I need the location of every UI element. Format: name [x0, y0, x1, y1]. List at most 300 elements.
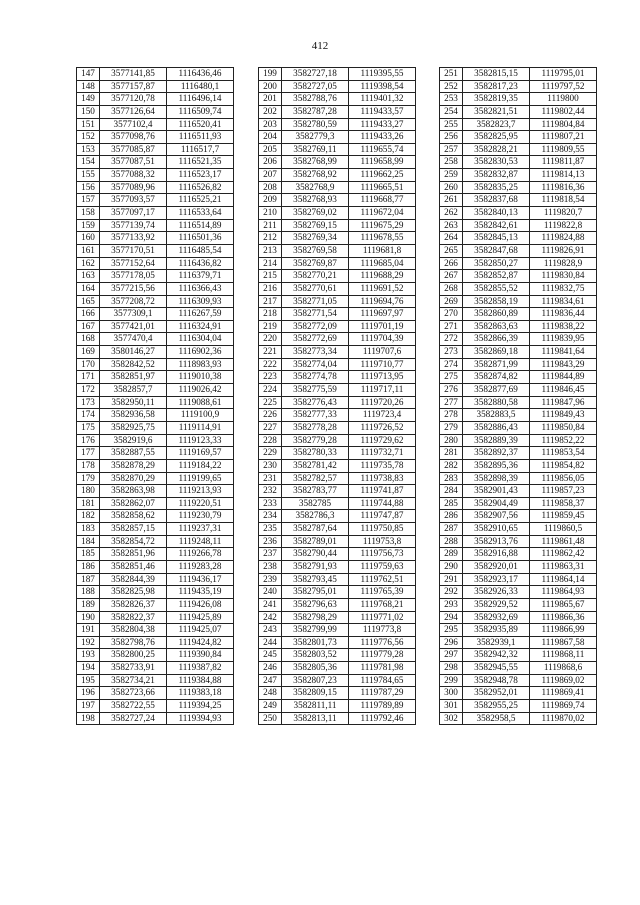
x-coordinate-cell: 3582830,53 — [463, 156, 530, 169]
x-coordinate-cell: 3582835,25 — [463, 181, 530, 194]
table-row — [440, 434, 597, 447]
x-coordinate-cell: 3582803,52 — [282, 649, 349, 662]
table-row — [259, 523, 416, 536]
table-row — [77, 573, 234, 586]
point-number-cell: 174 — [77, 409, 100, 422]
table-row — [77, 611, 234, 624]
point-number-cell: 163 — [77, 270, 100, 283]
x-coordinate-cell: 3582916,88 — [463, 548, 530, 561]
y-coordinate-cell: 1119864,93 — [530, 586, 597, 599]
y-coordinate-cell: 1119864,14 — [530, 573, 597, 586]
y-coordinate-cell: 1119822,8 — [530, 219, 597, 232]
table-row — [259, 68, 416, 81]
y-coordinate-cell: 1119230,79 — [167, 510, 234, 523]
point-number-cell: 254 — [440, 105, 463, 118]
point-number-cell: 259 — [440, 169, 463, 182]
y-coordinate-cell: 1119710,77 — [349, 358, 416, 371]
x-coordinate-cell: 3582768,99 — [282, 156, 349, 169]
x-coordinate-cell: 3582837,68 — [463, 194, 530, 207]
point-number-cell: 192 — [77, 636, 100, 649]
table-row — [440, 472, 597, 485]
x-coordinate-cell: 3582815,15 — [463, 68, 530, 81]
table-row — [259, 143, 416, 156]
table-row — [77, 510, 234, 523]
point-number-cell: 266 — [440, 257, 463, 270]
y-coordinate-cell: 1119818,54 — [530, 194, 597, 207]
table-row — [440, 156, 597, 169]
x-coordinate-cell: 3582787,64 — [282, 523, 349, 536]
table-row — [259, 535, 416, 548]
point-number-cell: 221 — [259, 346, 282, 359]
point-number-cell: 245 — [259, 649, 282, 662]
table-row — [259, 270, 416, 283]
y-coordinate-cell: 1116520,41 — [167, 118, 234, 131]
table-row — [259, 510, 416, 523]
y-coordinate-cell: 1119717,11 — [349, 384, 416, 397]
table-row — [77, 560, 234, 573]
x-coordinate-cell: 3582857,7 — [100, 384, 167, 397]
table-row — [77, 674, 234, 687]
x-coordinate-cell: 3582769,34 — [282, 232, 349, 245]
x-coordinate-cell: 3577208,72 — [100, 295, 167, 308]
x-coordinate-cell: 3577126,64 — [100, 105, 167, 118]
x-coordinate-cell: 3577170,51 — [100, 244, 167, 257]
table-row — [259, 421, 416, 434]
y-coordinate-cell: 1119704,39 — [349, 333, 416, 346]
table-row — [259, 207, 416, 220]
table-row — [259, 611, 416, 624]
table-row — [440, 586, 597, 599]
y-coordinate-cell: 1119426,08 — [167, 598, 234, 611]
table-row — [259, 624, 416, 637]
table-row — [440, 194, 597, 207]
point-number-cell: 292 — [440, 586, 463, 599]
point-number-cell: 191 — [77, 624, 100, 637]
y-coordinate-cell: 1119735,78 — [349, 459, 416, 472]
table-row — [77, 282, 234, 295]
table-row — [440, 384, 597, 397]
table-row — [77, 308, 234, 321]
x-coordinate-cell: 3582874,82 — [463, 371, 530, 384]
point-number-cell: 208 — [259, 181, 282, 194]
point-number-cell: 180 — [77, 485, 100, 498]
x-coordinate-cell: 3582851,96 — [100, 548, 167, 561]
y-coordinate-cell: 1119213,93 — [167, 485, 234, 498]
table-row — [440, 282, 597, 295]
table-row — [77, 636, 234, 649]
x-coordinate-cell: 3582780,59 — [282, 118, 349, 131]
point-number-cell: 255 — [440, 118, 463, 131]
point-number-cell: 263 — [440, 219, 463, 232]
x-coordinate-cell: 3582877,69 — [463, 384, 530, 397]
point-number-cell: 213 — [259, 244, 282, 257]
x-coordinate-cell: 3582798,76 — [100, 636, 167, 649]
x-coordinate-cell: 3582869,18 — [463, 346, 530, 359]
point-number-cell: 241 — [259, 598, 282, 611]
table-row — [440, 68, 597, 81]
y-coordinate-cell: 1119726,52 — [349, 421, 416, 434]
x-coordinate-cell: 3582945,55 — [463, 662, 530, 675]
table-row — [77, 93, 234, 106]
table-row — [77, 687, 234, 700]
table-row — [440, 409, 597, 422]
point-number-cell: 278 — [440, 409, 463, 422]
x-coordinate-cell: 3582774,04 — [282, 358, 349, 371]
table-row — [259, 257, 416, 270]
x-coordinate-cell: 3582823,7 — [463, 118, 530, 131]
table-row — [259, 485, 416, 498]
table-row — [440, 244, 597, 257]
point-number-cell: 155 — [77, 169, 100, 182]
x-coordinate-cell: 3582782,57 — [282, 472, 349, 485]
table-row — [77, 384, 234, 397]
point-number-cell: 177 — [77, 447, 100, 460]
point-number-cell: 234 — [259, 510, 282, 523]
x-coordinate-cell: 3582880,58 — [463, 396, 530, 409]
x-coordinate-cell: 3582857,15 — [100, 523, 167, 536]
point-number-cell: 295 — [440, 624, 463, 637]
y-coordinate-cell: 1119655,74 — [349, 143, 416, 156]
y-coordinate-cell: 1119859,45 — [530, 510, 597, 523]
point-number-cell: 201 — [259, 93, 282, 106]
point-number-cell: 211 — [259, 219, 282, 232]
y-coordinate-cell: 1119436,17 — [167, 573, 234, 586]
table-row — [77, 346, 234, 359]
point-number-cell: 260 — [440, 181, 463, 194]
table-row — [77, 143, 234, 156]
table-row — [440, 257, 597, 270]
y-coordinate-cell: 1119866,99 — [530, 624, 597, 637]
point-number-cell: 169 — [77, 346, 100, 359]
table-row — [259, 118, 416, 131]
y-coordinate-cell: 1119792,46 — [349, 712, 416, 725]
table-row — [77, 105, 234, 118]
table-row — [440, 143, 597, 156]
point-number-cell: 226 — [259, 409, 282, 422]
x-coordinate-cell: 3577470,4 — [100, 333, 167, 346]
y-coordinate-cell: 1119395,55 — [349, 68, 416, 81]
point-number-cell: 230 — [259, 459, 282, 472]
point-number-cell: 256 — [440, 131, 463, 144]
point-number-cell: 219 — [259, 320, 282, 333]
x-coordinate-cell: 3582870,29 — [100, 472, 167, 485]
table-row — [259, 472, 416, 485]
x-coordinate-cell: 3582769,11 — [282, 143, 349, 156]
y-coordinate-cell: 1119010,38 — [167, 371, 234, 384]
point-number-cell: 154 — [77, 156, 100, 169]
point-number-cell: 152 — [77, 131, 100, 144]
y-coordinate-cell: 1119787,29 — [349, 687, 416, 700]
y-coordinate-cell: 1119199,65 — [167, 472, 234, 485]
point-number-cell: 167 — [77, 320, 100, 333]
x-coordinate-cell: 3582862,07 — [100, 497, 167, 510]
y-coordinate-cell: 1119390,84 — [167, 649, 234, 662]
y-coordinate-cell: 1116509,74 — [167, 105, 234, 118]
point-number-cell: 203 — [259, 118, 282, 131]
table-row — [77, 447, 234, 460]
point-number-cell: 298 — [440, 662, 463, 675]
table-row — [259, 396, 416, 409]
x-coordinate-cell: 3582774,78 — [282, 371, 349, 384]
point-number-cell: 257 — [440, 143, 463, 156]
x-coordinate-cell: 3582801,73 — [282, 636, 349, 649]
x-coordinate-cell: 3582727,24 — [100, 712, 167, 725]
y-coordinate-cell: 1119771,02 — [349, 611, 416, 624]
point-number-cell: 243 — [259, 624, 282, 637]
table-row — [440, 573, 597, 586]
y-coordinate-cell: 1119841,64 — [530, 346, 597, 359]
x-coordinate-cell: 3582898,39 — [463, 472, 530, 485]
y-coordinate-cell: 1119860,5 — [530, 523, 597, 536]
x-coordinate-cell: 3582886,43 — [463, 421, 530, 434]
y-coordinate-cell: 1116523,17 — [167, 169, 234, 182]
point-number-cell: 212 — [259, 232, 282, 245]
y-coordinate-cell: 1119425,89 — [167, 611, 234, 624]
y-coordinate-cell: 1116324,91 — [167, 320, 234, 333]
table-row — [440, 712, 597, 725]
point-number-cell: 238 — [259, 560, 282, 573]
y-coordinate-cell: 1119816,36 — [530, 181, 597, 194]
point-number-cell: 148 — [77, 80, 100, 93]
table-row — [440, 497, 597, 510]
table-row — [259, 194, 416, 207]
x-coordinate-cell: 3582825,95 — [463, 131, 530, 144]
point-number-cell: 184 — [77, 535, 100, 548]
table-row — [440, 308, 597, 321]
point-number-cell: 209 — [259, 194, 282, 207]
point-number-cell: 156 — [77, 181, 100, 194]
point-number-cell: 240 — [259, 586, 282, 599]
x-coordinate-cell: 3582950,11 — [100, 396, 167, 409]
table-row — [77, 181, 234, 194]
y-coordinate-cell: 1119800 — [530, 93, 597, 106]
point-number-cell: 199 — [259, 68, 282, 81]
x-coordinate-cell: 3582795,01 — [282, 586, 349, 599]
x-coordinate-cell: 3582813,11 — [282, 712, 349, 725]
point-number-cell: 264 — [440, 232, 463, 245]
x-coordinate-cell: 3582733,91 — [100, 662, 167, 675]
table-row — [440, 270, 597, 283]
table-row — [77, 244, 234, 257]
x-coordinate-cell: 3582770,21 — [282, 270, 349, 283]
y-coordinate-cell: 1119836,44 — [530, 308, 597, 321]
x-coordinate-cell: 3582777,33 — [282, 409, 349, 422]
y-coordinate-cell: 1119839,95 — [530, 333, 597, 346]
x-coordinate-cell: 3582854,72 — [100, 535, 167, 548]
point-number-cell: 216 — [259, 282, 282, 295]
page-number: 412 — [311, 40, 329, 52]
point-number-cell: 149 — [77, 93, 100, 106]
table-row — [77, 535, 234, 548]
point-number-cell: 165 — [77, 295, 100, 308]
point-number-cell: 302 — [440, 712, 463, 725]
table-row — [259, 712, 416, 725]
y-coordinate-cell: 1119387,82 — [167, 662, 234, 675]
x-coordinate-cell: 3582807,23 — [282, 674, 349, 687]
y-coordinate-cell: 1119114,91 — [167, 421, 234, 434]
x-coordinate-cell: 3582828,21 — [463, 143, 530, 156]
x-coordinate-cell: 3582925,75 — [100, 421, 167, 434]
table-row — [440, 700, 597, 713]
y-coordinate-cell: 1119394,93 — [167, 712, 234, 725]
y-coordinate-cell: 1119665,51 — [349, 181, 416, 194]
table-row — [77, 371, 234, 384]
point-number-cell: 284 — [440, 485, 463, 498]
point-number-cell: 279 — [440, 421, 463, 434]
x-coordinate-cell: 3577087,51 — [100, 156, 167, 169]
table-row — [440, 523, 597, 536]
table-row — [77, 459, 234, 472]
table-row — [440, 548, 597, 561]
y-coordinate-cell: 1119762,51 — [349, 573, 416, 586]
point-number-cell: 153 — [77, 143, 100, 156]
y-coordinate-cell: 1119424,82 — [167, 636, 234, 649]
x-coordinate-cell: 3582935,89 — [463, 624, 530, 637]
x-coordinate-cell: 3582923,17 — [463, 573, 530, 586]
x-coordinate-cell: 3582783,77 — [282, 485, 349, 498]
point-number-cell: 164 — [77, 282, 100, 295]
y-coordinate-cell: 1119738,83 — [349, 472, 416, 485]
x-coordinate-cell: 3582832,87 — [463, 169, 530, 182]
y-coordinate-cell: 1119784,65 — [349, 674, 416, 687]
table-row — [259, 598, 416, 611]
x-coordinate-cell: 3582939,1 — [463, 636, 530, 649]
table-row — [77, 156, 234, 169]
x-coordinate-cell: 3582804,38 — [100, 624, 167, 637]
y-coordinate-cell: 1119026,42 — [167, 384, 234, 397]
point-number-cell: 173 — [77, 396, 100, 409]
x-coordinate-cell: 3582793,45 — [282, 573, 349, 586]
point-number-cell: 170 — [77, 358, 100, 371]
y-coordinate-cell: 1116304,04 — [167, 333, 234, 346]
point-number-cell: 239 — [259, 573, 282, 586]
x-coordinate-cell: 3582920,01 — [463, 560, 530, 573]
y-coordinate-cell: 1119184,22 — [167, 459, 234, 472]
point-number-cell: 248 — [259, 687, 282, 700]
x-coordinate-cell: 3582811,11 — [282, 700, 349, 713]
x-coordinate-cell: 3582851,97 — [100, 371, 167, 384]
point-number-cell: 252 — [440, 80, 463, 93]
table-row — [259, 649, 416, 662]
point-number-cell: 185 — [77, 548, 100, 561]
y-coordinate-cell: 1119435,19 — [167, 586, 234, 599]
table-row — [77, 80, 234, 93]
y-coordinate-cell: 1119697,97 — [349, 308, 416, 321]
y-coordinate-cell: 1116526,82 — [167, 181, 234, 194]
x-coordinate-cell: 3582780,33 — [282, 447, 349, 460]
point-number-cell: 223 — [259, 371, 282, 384]
table-row — [259, 434, 416, 447]
x-coordinate-cell: 3582788,76 — [282, 93, 349, 106]
y-coordinate-cell: 1119843,29 — [530, 358, 597, 371]
table-row — [77, 270, 234, 283]
point-number-cell: 171 — [77, 371, 100, 384]
table-row — [440, 687, 597, 700]
x-coordinate-cell: 3577120,78 — [100, 93, 167, 106]
table-row — [77, 219, 234, 232]
y-coordinate-cell: 1119856,05 — [530, 472, 597, 485]
table-row — [440, 396, 597, 409]
y-coordinate-cell: 1119668,77 — [349, 194, 416, 207]
table-row — [440, 611, 597, 624]
table-row — [440, 219, 597, 232]
y-coordinate-cell: 1119867,58 — [530, 636, 597, 649]
y-coordinate-cell: 1116485,54 — [167, 244, 234, 257]
point-number-cell: 196 — [77, 687, 100, 700]
y-coordinate-cell: 1119824,88 — [530, 232, 597, 245]
point-number-cell: 206 — [259, 156, 282, 169]
table-row — [77, 320, 234, 333]
point-number-cell: 231 — [259, 472, 282, 485]
x-coordinate-cell: 3582799,99 — [282, 624, 349, 637]
point-number-cell: 269 — [440, 295, 463, 308]
x-coordinate-cell: 3582858,62 — [100, 510, 167, 523]
x-coordinate-cell: 3582787,28 — [282, 105, 349, 118]
point-number-cell: 193 — [77, 649, 100, 662]
table-row — [440, 447, 597, 460]
x-coordinate-cell: 3582769,02 — [282, 207, 349, 220]
x-coordinate-cell: 3582727,05 — [282, 80, 349, 93]
y-coordinate-cell: 1119850,84 — [530, 421, 597, 434]
table-row — [259, 371, 416, 384]
y-coordinate-cell: 1119394,25 — [167, 700, 234, 713]
point-number-cell: 291 — [440, 573, 463, 586]
x-coordinate-cell: 3577102,4 — [100, 118, 167, 131]
x-coordinate-cell: 3577088,32 — [100, 169, 167, 182]
point-number-cell: 200 — [259, 80, 282, 93]
y-coordinate-cell: 1119672,04 — [349, 207, 416, 220]
x-coordinate-cell: 3577309,1 — [100, 308, 167, 321]
table-row — [440, 207, 597, 220]
table-row — [440, 118, 597, 131]
point-number-cell: 225 — [259, 396, 282, 409]
y-coordinate-cell: 1119846,45 — [530, 384, 597, 397]
table-row — [259, 636, 416, 649]
y-coordinate-cell: 1119776,56 — [349, 636, 416, 649]
y-coordinate-cell: 1116436,82 — [167, 257, 234, 270]
table-row — [77, 548, 234, 561]
x-coordinate-cell: 3577152,64 — [100, 257, 167, 270]
table-row — [77, 358, 234, 371]
point-number-cell: 233 — [259, 497, 282, 510]
x-coordinate-cell: 3582958,5 — [463, 712, 530, 725]
x-coordinate-cell: 3582840,13 — [463, 207, 530, 220]
table-row — [440, 169, 597, 182]
point-number-cell: 290 — [440, 560, 463, 573]
y-coordinate-cell: 1119237,31 — [167, 523, 234, 536]
y-coordinate-cell: 1119834,61 — [530, 295, 597, 308]
y-coordinate-cell: 1116533,64 — [167, 207, 234, 220]
x-coordinate-cell: 3582860,89 — [463, 308, 530, 321]
table-row — [440, 636, 597, 649]
table-row — [440, 421, 597, 434]
table-row — [77, 194, 234, 207]
y-coordinate-cell: 1116517,7 — [167, 143, 234, 156]
x-coordinate-cell: 3582770,61 — [282, 282, 349, 295]
y-coordinate-cell: 1119828,9 — [530, 257, 597, 270]
x-coordinate-cell: 3582892,37 — [463, 447, 530, 460]
point-number-cell: 249 — [259, 700, 282, 713]
x-coordinate-cell: 3582887,55 — [100, 447, 167, 460]
x-coordinate-cell: 3582929,52 — [463, 598, 530, 611]
table-row — [440, 320, 597, 333]
y-coordinate-cell: 1119826,91 — [530, 244, 597, 257]
table-row — [440, 93, 597, 106]
x-coordinate-cell: 3582822,37 — [100, 611, 167, 624]
point-number-cell: 217 — [259, 295, 282, 308]
point-number-cell: 270 — [440, 308, 463, 321]
point-number-cell: 275 — [440, 371, 463, 384]
